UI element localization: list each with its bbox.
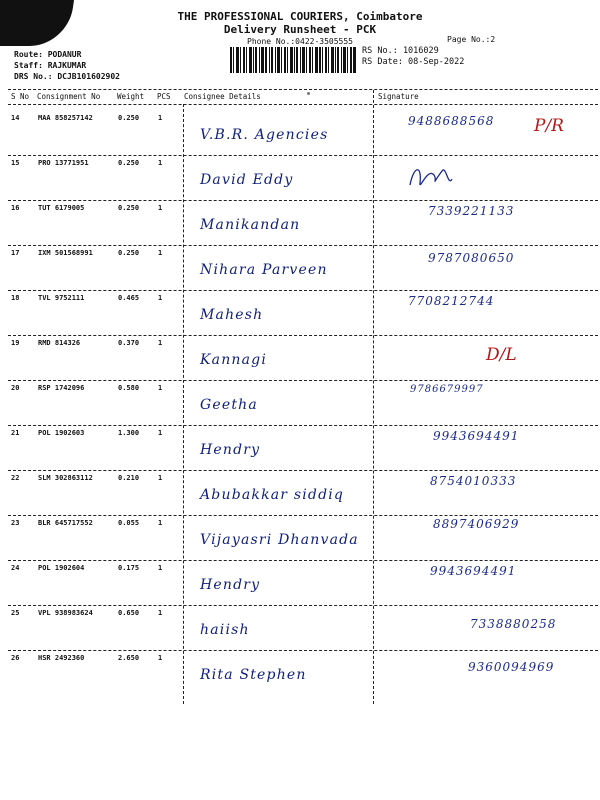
row-consignment: BLR 645717552 bbox=[38, 519, 93, 527]
row-consignee: Mahesh bbox=[200, 307, 264, 323]
row-consignment: HSR 2492360 bbox=[38, 654, 85, 662]
row-signature: 9360094969 bbox=[468, 660, 555, 674]
table-row bbox=[8, 470, 598, 514]
row-pcs: 1 bbox=[158, 159, 163, 167]
row-pcs: 1 bbox=[158, 474, 163, 482]
runsheet-info bbox=[362, 46, 464, 68]
row-weight: 0.175 bbox=[118, 564, 140, 572]
col-header-pcs: PCS bbox=[157, 92, 171, 101]
row-weight: 0.250 bbox=[118, 249, 140, 257]
runsheet-title: Delivery Runsheet - PCK bbox=[223, 23, 377, 36]
row-sno: 23 bbox=[11, 519, 20, 527]
row-pcs: 1 bbox=[158, 609, 163, 617]
row-sno: 22 bbox=[11, 474, 20, 482]
route-info bbox=[14, 49, 120, 82]
row-weight: 0.580 bbox=[118, 384, 140, 392]
header-top-rule bbox=[8, 89, 598, 90]
row-signature: 8897406929 bbox=[433, 517, 520, 531]
table-row bbox=[8, 560, 598, 604]
table-row bbox=[8, 650, 598, 694]
row-consignee: Hendry bbox=[200, 577, 261, 593]
table-row bbox=[8, 335, 598, 379]
row-weight: 0.250 bbox=[118, 159, 140, 167]
ink-blot bbox=[0, 0, 74, 46]
row-signature: 9943694491 bbox=[433, 429, 520, 443]
row-signature: 9787080650 bbox=[428, 251, 515, 265]
row-signature: 9786679997 bbox=[410, 384, 484, 395]
row-pcs: 1 bbox=[158, 384, 163, 392]
row-consignee: Rita Stephen bbox=[200, 667, 307, 683]
page-number: Page No.:2 bbox=[447, 35, 496, 44]
table-row bbox=[8, 155, 598, 199]
row-sno: 25 bbox=[11, 609, 20, 617]
row-sno: 18 bbox=[11, 294, 20, 302]
drs-number: DRS No.: DCJB101602902 bbox=[14, 72, 120, 81]
col-header-sno: S No bbox=[11, 92, 30, 101]
row-consignee: Nihara Parveen bbox=[200, 262, 328, 278]
signature-scribble bbox=[400, 157, 576, 197]
row-sno: 15 bbox=[11, 159, 20, 167]
row-signature: 8754010333 bbox=[430, 474, 517, 488]
row-sno: 21 bbox=[11, 429, 20, 437]
col-header-weight: Weight bbox=[117, 92, 145, 101]
row-consignment: POL 1902604 bbox=[38, 564, 85, 572]
row-consignment: SLM 302863112 bbox=[38, 474, 93, 482]
row-sno: 26 bbox=[11, 654, 20, 662]
row-signature: 9943694491 bbox=[430, 564, 517, 578]
row-pcs: 1 bbox=[158, 294, 163, 302]
row-pcs: 1 bbox=[158, 249, 163, 257]
phone-number: Phone No.:0422-3505555 bbox=[247, 37, 353, 46]
rs-number: RS No.: 1016029 bbox=[362, 46, 439, 56]
row-consignee: haiish bbox=[200, 622, 250, 638]
row-pcs: 1 bbox=[158, 204, 163, 212]
staff: Staff: RAJKUMAR bbox=[14, 61, 87, 70]
row-sno: 19 bbox=[11, 339, 20, 347]
row-pcs: 1 bbox=[158, 564, 163, 572]
table-row bbox=[8, 245, 598, 289]
row-consignment: RSP 1742096 bbox=[38, 384, 85, 392]
row-consignee: Vijayasri Dhanvada bbox=[200, 532, 359, 548]
row-weight: 0.250 bbox=[118, 114, 140, 122]
row-consignee: V.B.R. Agencies bbox=[200, 127, 329, 143]
row-consignee: Abubakkar siddiq bbox=[200, 487, 345, 503]
sheet-title bbox=[150, 10, 450, 36]
row-consignee: Geetha bbox=[200, 397, 258, 413]
stray-dot bbox=[307, 92, 310, 95]
row-weight: 0.055 bbox=[118, 519, 140, 527]
col-header-signature: Signature bbox=[378, 92, 419, 101]
route: Route: PODANUR bbox=[14, 50, 82, 59]
row-consignment: PRO 13771951 bbox=[38, 159, 89, 167]
row-pcs: 1 bbox=[158, 114, 163, 122]
row-sno: 16 bbox=[11, 204, 20, 212]
row-pcs: 1 bbox=[158, 429, 163, 437]
row-pcs: 1 bbox=[158, 654, 163, 662]
row-weight: 0.210 bbox=[118, 474, 140, 482]
row-consignment: POL 1902603 bbox=[38, 429, 85, 437]
stamp-dl: D/L bbox=[486, 345, 517, 365]
row-consignment: VPL 938983624 bbox=[38, 609, 93, 617]
header-bottom-rule bbox=[8, 104, 598, 105]
row-weight: 0.465 bbox=[118, 294, 140, 302]
row-signature: 7708212744 bbox=[408, 294, 495, 308]
row-consignment: MAA 858257142 bbox=[38, 114, 93, 122]
barcode bbox=[230, 47, 356, 73]
table-row bbox=[8, 110, 598, 154]
row-sno: 24 bbox=[11, 564, 20, 572]
row-pcs: 1 bbox=[158, 519, 163, 527]
row-weight: 1.300 bbox=[118, 429, 140, 437]
stamp-pr: P/R bbox=[534, 116, 564, 136]
row-consignee: Hendry bbox=[200, 442, 261, 458]
row-weight: 0.370 bbox=[118, 339, 140, 347]
table-row bbox=[8, 200, 598, 244]
row-consignment: TVL 9752111 bbox=[38, 294, 85, 302]
row-consignment: RMD 814326 bbox=[38, 339, 81, 347]
row-signature: 9488688568 bbox=[408, 114, 495, 128]
row-consignee: David Eddy bbox=[200, 172, 294, 188]
col-header-consignee: Consignee Details bbox=[184, 92, 261, 101]
rs-date: RS Date: 08-Sep-2022 bbox=[362, 57, 465, 67]
row-consignee: Manikandan bbox=[200, 217, 301, 233]
row-weight: 0.650 bbox=[118, 609, 140, 617]
row-pcs: 1 bbox=[158, 339, 163, 347]
table-row bbox=[8, 380, 598, 424]
row-consignment: TUT 6179005 bbox=[38, 204, 85, 212]
row-weight: 2.650 bbox=[118, 654, 140, 662]
table-row bbox=[8, 605, 598, 649]
table-row bbox=[8, 425, 598, 469]
row-signature: 7339221133 bbox=[428, 204, 515, 218]
table-row bbox=[8, 290, 598, 334]
table-row bbox=[8, 515, 598, 559]
row-consignment: IXM 501568991 bbox=[38, 249, 93, 257]
row-consignee: Kannagi bbox=[200, 352, 268, 368]
row-weight: 0.250 bbox=[118, 204, 140, 212]
row-sno: 20 bbox=[11, 384, 20, 392]
col-header-consignment: Consignment No bbox=[37, 92, 101, 101]
row-signature: 7338880258 bbox=[470, 617, 557, 631]
row-sno: 17 bbox=[11, 249, 20, 257]
row-sno: 14 bbox=[11, 114, 20, 122]
company-name: THE PROFESSIONAL COURIERS, Coimbatore bbox=[177, 10, 423, 23]
